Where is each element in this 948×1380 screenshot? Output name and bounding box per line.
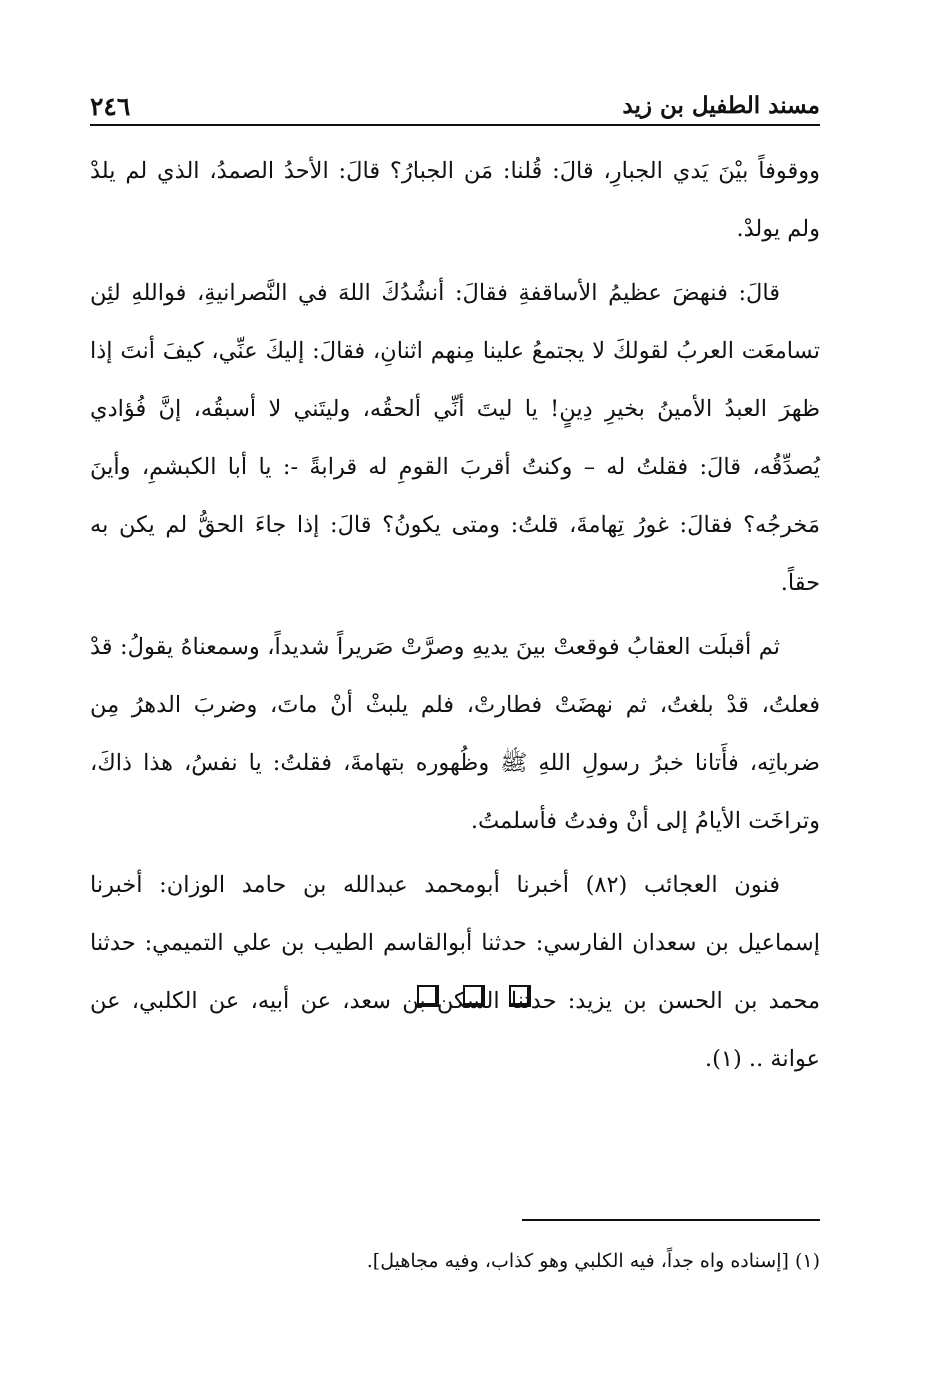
footnote: (١) [إسناده واه جداً، فيه الكلبي وهو كذاب، وفيه مجاهيل].: [366, 1250, 820, 1272]
page-header: [90, 92, 820, 126]
footnote-rule: [522, 1219, 820, 1221]
header-rule: [90, 124, 820, 126]
paragraph-3: ثم أقبلَت العقابُ فوقعتْ بينَ يديهِ وصرَّتْ صَريراً شديداً، وسمعناهُ يقولُ: قدْ فعلتُ، قدْ بلغتُ، ثم نهضَتْ فطارتْ، فلم يلبثْ أنْ ماتَ، وضربَ الدهرُ مِن ضرباتِه، فأَتانا خبرُ رسولِ اللهِ ﷺ وظُهوره بتهامةَ، فقلتُ: يا نفسُ، هذا ذاكَ، وتراخَت الأيامُ إلى أنْ وفدتُ فأسلمتُ.: [90, 634, 820, 834]
main-text: [90, 142, 820, 1094]
paragraph-2: قالَ: فنهضَ عظيمُ الأساقفةِ فقالَ: أنشُدُكَ اللهَ في النَّصرانيةِ، فواللهِ لئِن تسامعَت العربُ لقولكَ لا يجتمعُ علينا مِنهم اثنانِ، فقالَ: إليكَ عنِّي، كيفَ أنتَ إذا ظهرَ العبدُ الأمينُ بخيرِ دِينٍ! يا ليتَ أنِّي ألحقُه، وليتَني لا أسبقُه، إنَّ فُؤادي يُصدِّقُه، قالَ: فقلتُ له – وكنتُ أقربَ القومِ له قرابةً -: يا أبا الكبشمِ، وأينَ مَخرجُه؟ فقالَ: غورُ تِهامةَ، قلتُ: ومتى يكونُ؟ قالَ: إذا جاءَ الحقُّ لم يكن به حقاً.: [90, 280, 820, 596]
page-number: ٢٤٦: [90, 92, 131, 121]
paragraph-4: فنون العجائب (٨٢) أخبرنا أبومحمد عبدالله بن حامد الوزان: أخبرنا إسماعيل بن سعدان الفارسي: حدثنا أبوالقاسم الطيب بن علي التميمي: حدثنا محمد بن الحسن بن يزيد: حدثنا السكن بن سعد، عن أبيه، عن الكلبي، عن عوانة .. (١).: [90, 872, 820, 1072]
square-box-icon: [509, 985, 531, 1007]
section-separator: [0, 985, 948, 1007]
square-box-icon: [463, 985, 485, 1007]
square-box-icon: [417, 985, 439, 1007]
paragraph-1: ووقوفاً بيْنَ يَدي الجبارِ، قالَ: قُلنا: مَن الجبارُ؟ قالَ: الأحدُ الصمدُ، الذي لم يلدْ ولم يولدْ.: [90, 158, 820, 242]
running-title: مسند الطفيل بن زيد: [622, 92, 820, 119]
